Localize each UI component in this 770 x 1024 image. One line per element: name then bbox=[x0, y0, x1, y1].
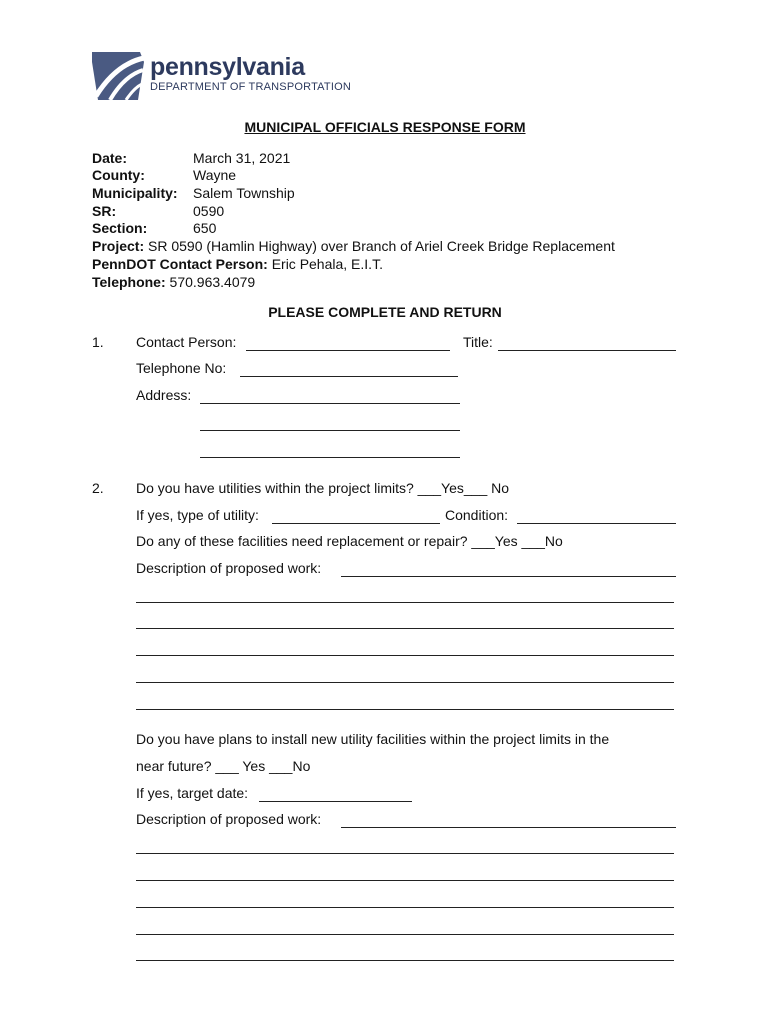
keystone-logo-icon bbox=[90, 50, 146, 102]
condition-label: Condition: bbox=[445, 507, 509, 523]
description-line-3[interactable] bbox=[136, 655, 674, 656]
telephone-value: 570.963.4079 bbox=[169, 274, 256, 290]
title-label: Title: bbox=[463, 334, 493, 350]
municipality-label: Municipality: bbox=[92, 185, 178, 201]
utilities-question: Do you have utilities within the project limits? ___Yes___ No bbox=[136, 480, 510, 496]
address-field-3[interactable] bbox=[200, 457, 460, 458]
address-field-2[interactable] bbox=[200, 430, 460, 431]
contact-person-label: Contact Person: bbox=[136, 334, 237, 350]
description2-field[interactable] bbox=[341, 827, 676, 828]
address-field-1[interactable] bbox=[200, 403, 460, 404]
utility-type-field[interactable] bbox=[272, 523, 440, 524]
sr-label: SR: bbox=[92, 203, 117, 219]
description2-line-2[interactable] bbox=[136, 880, 674, 881]
description-field[interactable] bbox=[341, 576, 676, 577]
description-line-2[interactable] bbox=[136, 628, 674, 629]
project-line bbox=[92, 238, 615, 255]
description-line-5[interactable] bbox=[136, 709, 674, 710]
section-label: Section: bbox=[92, 220, 148, 236]
replacement-question: Do any of these facilities need replacement or repair? ___Yes ___No bbox=[136, 533, 563, 549]
project-label: Project: bbox=[92, 238, 145, 254]
plans-question-line-1: Do you have plans to install new utility facilities within the project limits in the bbox=[136, 731, 610, 747]
logo-wordmark: pennsylvania bbox=[150, 53, 305, 81]
logo-department: DEPARTMENT OF TRANSPORTATION bbox=[150, 81, 351, 93]
telephone-no-label: Telephone No: bbox=[136, 360, 227, 376]
contact-line bbox=[92, 256, 383, 273]
utility-type-label: If yes, type of utility: bbox=[136, 507, 259, 523]
description-line-4[interactable] bbox=[136, 682, 674, 683]
form-title: MUNICIPAL OFFICIALS RESPONSE FORM bbox=[244, 119, 526, 135]
date-label: Date: bbox=[92, 150, 128, 166]
telephone-line bbox=[92, 274, 255, 291]
description2-line-1[interactable] bbox=[136, 853, 674, 854]
target-date-label: If yes, target date: bbox=[136, 785, 249, 801]
contact-value: Eric Pehala, E.I.T. bbox=[271, 256, 383, 272]
description2-label: Description of proposed work: bbox=[136, 811, 322, 827]
date-value: March 31, 2021 bbox=[193, 150, 291, 166]
address-label: Address: bbox=[136, 387, 192, 403]
section-value: 650 bbox=[193, 220, 217, 236]
telephone-no-field[interactable] bbox=[240, 376, 458, 377]
description2-line-3[interactable] bbox=[136, 907, 674, 908]
telephone-label: Telephone: bbox=[92, 274, 166, 290]
municipality-value: Salem Township bbox=[193, 185, 295, 201]
description2-line-4[interactable] bbox=[136, 934, 674, 935]
title-field[interactable] bbox=[498, 350, 676, 351]
county-value: Wayne bbox=[193, 167, 237, 183]
section-subtitle: PLEASE COMPLETE AND RETURN bbox=[268, 304, 502, 320]
contact-label: PennDOT Contact Person: bbox=[92, 256, 268, 272]
plans-question-line-2: near future? ___ Yes ___No bbox=[136, 758, 311, 774]
county-label: County: bbox=[92, 167, 145, 183]
q1-number: 1. bbox=[92, 334, 104, 350]
description2-line-5[interactable] bbox=[136, 960, 674, 961]
target-date-field[interactable] bbox=[259, 801, 412, 802]
condition-field[interactable] bbox=[517, 523, 676, 524]
q2-number: 2. bbox=[92, 480, 104, 496]
contact-person-field[interactable] bbox=[246, 350, 450, 351]
project-value: SR 0590 (Hamlin Highway) over Branch of Ariel Creek Bridge Replacement bbox=[148, 238, 615, 254]
description-label: Description of proposed work: bbox=[136, 560, 322, 576]
sr-value: 0590 bbox=[193, 203, 225, 219]
description-line-1[interactable] bbox=[136, 602, 674, 603]
